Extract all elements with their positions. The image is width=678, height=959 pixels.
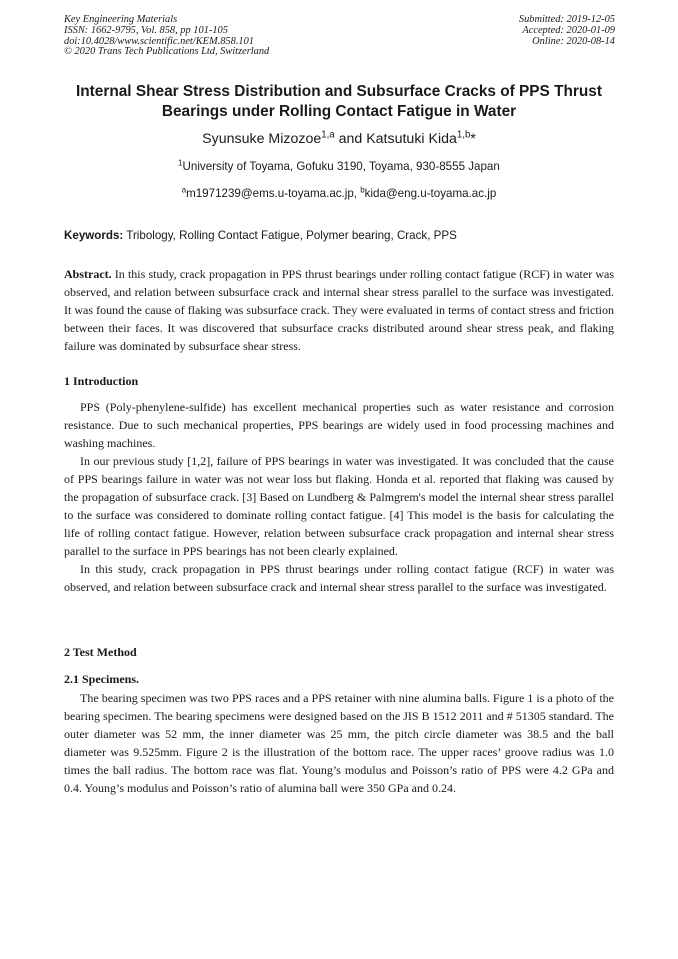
section-heading: 1 Introduction	[64, 374, 139, 388]
title-line-1: Internal Shear Stress Distribution and Subsurface Cracks of PPS Thrust	[76, 83, 602, 100]
submitted-date: Submitted: 2019-12-05	[518, 14, 615, 25]
email-address: kida@eng.u-toyama.ac.jp	[364, 187, 497, 200]
section-heading: 2 Test Method	[64, 645, 137, 659]
subsection-heading: 2.1 Specimens.	[64, 672, 139, 686]
paragraph: In this study, crack propagation in PPS thrust bearings under rolling contact fatigue (RCF) in water was observed, and relation between subsurface crack and internal shear stress parallel to the surface was investigated.	[64, 562, 614, 594]
title-line-2: Bearings under Rolling Contact Fatigue in Water	[161, 103, 517, 120]
paragraph: In our previous study [1,2], failure of PPS bearings in water was investigated. It was concluded that the cause of PPS bearings failure in water was not wear loss but flaking. Honda et al. reported that flaking was caused by the propagation of subsurface crack. [3] Based on Lundberg & Palmgrem's model the internal shear stress parallel to the surface was considered to dominate rolling contact fatigue. [4] This model is the basis for calculating the life of rolling contact fatigue. However, relation between subsurface crack propagation and internal shear stress parallel to the surface in PPS bearings has not been clearly explained.	[64, 454, 614, 558]
corresponding-author-mark: *	[470, 131, 476, 147]
keywords	[64, 229, 614, 243]
submission-dates	[519, 15, 615, 47]
author-affiliation-mark: 1,a	[321, 129, 335, 141]
author-conjunction: and	[334, 131, 367, 147]
email-mark: a	[181, 185, 187, 195]
affiliation-number: 1	[178, 158, 183, 168]
issn-line: ISSN: 1662-9795, Vol. 858, pp 101-105	[64, 24, 228, 36]
journal-name: Key Engineering Materials	[64, 14, 178, 25]
email-mark: b	[360, 185, 365, 195]
keywords-label: Keywords:	[64, 229, 124, 242]
abstract-text: In this study, crack propagation in PPS thrust bearings under rolling contact fatigue (RCF) in water was observed, and relation between subsurface crack and internal shear stress parallel to the surface was investigated. It was found the cause of flaking was subsurface crack. They were evaluated in terms of contact stress and friction between their faces. It was discovered that subsurface cracks distributed around shear stress peak, and flaking failure was dominated by subsurface shear stress.	[64, 267, 614, 353]
copyright-line: © 2020 Trans Tech Publications Ltd, Switzerland	[64, 46, 270, 58]
author-affiliation-mark: 1,b	[456, 129, 471, 141]
email-address: m1971239@ems.u-toyama.ac.jp,	[186, 187, 361, 200]
introduction-body	[64, 398, 614, 596]
accepted-date: Accepted: 2020-01-09	[522, 24, 615, 36]
paper-title	[60, 82, 618, 122]
keywords-text: Tribology, Rolling Contact Fatigue, Polymer bearing, Crack, PPS	[123, 229, 457, 242]
author-emails	[64, 187, 614, 201]
paragraph: PPS (Poly-phenylene-sulfide) has excellent mechanical properties such as water resistance and corrosion resistance. Due to such mechanical properties, PPS bearings are widely used in food processing machines and washing machines.	[64, 400, 614, 450]
specimens-body	[64, 689, 614, 797]
author-list	[64, 130, 614, 148]
online-date: Online: 2020-08-14	[532, 35, 615, 47]
doi-line: doi:10.4028/www.scientific.net/KEM.858.101	[64, 35, 254, 47]
author-name: Syunsuke Mizozoe	[202, 131, 322, 147]
affiliation	[64, 160, 614, 174]
affiliation-text: University of Toyama, Gofuku 3190, Toyama, 930-8555 Japan	[182, 160, 500, 173]
author-name: Katsutuki Kida	[366, 131, 457, 147]
journal-info	[64, 15, 269, 58]
abstract	[64, 265, 614, 355]
abstract-label: Abstract.	[64, 267, 112, 281]
paragraph: The bearing specimen was two PPS races and a PPS retainer with nine alumina balls. Figure 1 is a photo of the bearing specimen. The bearing specimens were designed based on the JIS B 1512 2011 and # 51305 standard. The outer diameter was 52 mm, the inner diameter was 25 mm, the pitch circle diameter was 38.5 and the ball diameter was 9.525mm. Figure 2 is the illustration of the bottom race. The upper races’ groove radius was 1.0 times the ball radius. The bottom race was flat. Young’s modulus and Poisson’s ratio of PPS were 4.2 GPa and 0.4. Young’s modulus and Poisson’s ratio of alumina ball were 350 GPa and 0.24.	[64, 691, 614, 795]
